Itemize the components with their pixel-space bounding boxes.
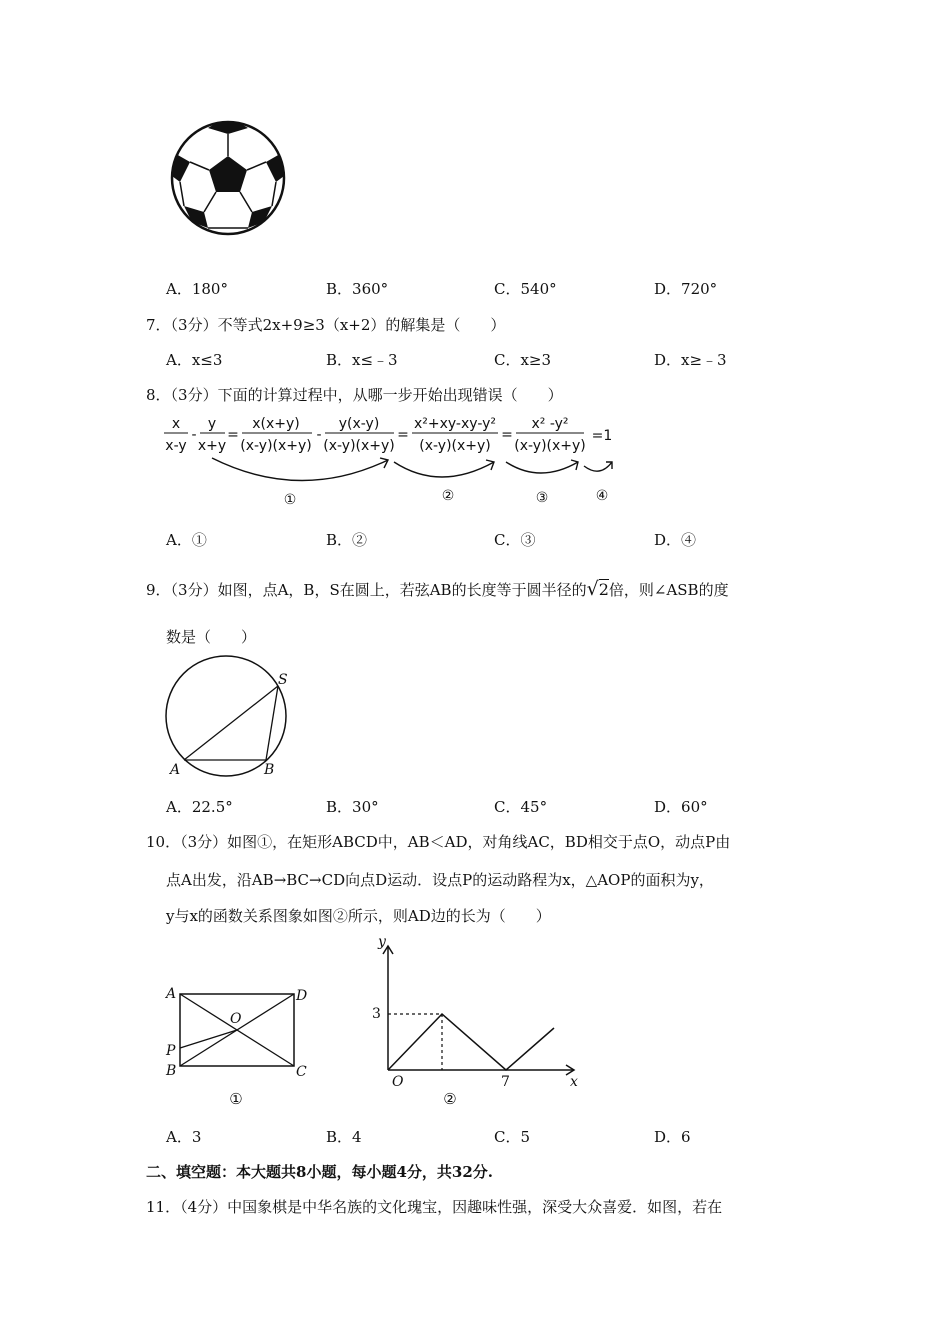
option-a: A．x≤3 bbox=[166, 351, 223, 369]
fraction-numerator: x² -y² bbox=[531, 416, 569, 432]
point-label-b: B bbox=[166, 1063, 177, 1079]
equals-sign: = bbox=[501, 427, 513, 443]
option-d: D．60° bbox=[654, 798, 708, 816]
point-label-b: B bbox=[264, 762, 275, 778]
function-graph-figure bbox=[360, 928, 590, 1110]
point-label-a: A bbox=[166, 986, 177, 1002]
option-a: A．180° bbox=[166, 280, 228, 298]
rectangle-figure bbox=[160, 980, 320, 1110]
stem-text: 9．（3分）如图，点A，B，S在圆上，若弦AB的长度等于圆半径的 bbox=[146, 581, 587, 599]
fraction-numerator: y(x-y) bbox=[338, 416, 380, 432]
stem-text: 倍，则∠ASB的度 bbox=[608, 581, 729, 599]
soccer-ball-figure bbox=[168, 118, 288, 238]
figure-caption-1: ① bbox=[229, 1090, 243, 1108]
option-d: D．x≥﹣3 bbox=[654, 351, 727, 369]
question-11-line1: 11．（4分）中国象棋是中华名族的文化瑰宝，因趣味性强，深受大众喜爱．如图，若在 bbox=[146, 1198, 723, 1216]
fraction-denominator: x-y bbox=[165, 438, 187, 454]
step-marker-2: ② bbox=[441, 488, 455, 504]
point-label-a: A bbox=[170, 762, 181, 778]
option-b: B．360° bbox=[326, 280, 389, 298]
option-c: C．540° bbox=[494, 280, 557, 298]
point-label-p: P bbox=[166, 1043, 176, 1059]
step-arrow bbox=[212, 458, 388, 481]
point-label-c: C bbox=[296, 1064, 307, 1080]
equals-sign: = bbox=[397, 427, 409, 443]
axis-label-y: y bbox=[378, 934, 386, 950]
fraction-numerator: y bbox=[207, 416, 217, 432]
figure-caption-2: ② bbox=[443, 1090, 457, 1108]
tick-label-7: 7 bbox=[501, 1074, 510, 1090]
option-d: D．720° bbox=[654, 280, 718, 298]
question-8-stem: 8．（3分）下面的计算过程中，从哪一步开始出现错误（ ） bbox=[146, 386, 563, 404]
option-a: A．22.5° bbox=[166, 798, 233, 816]
fraction-denominator: (x-y)(x+y) bbox=[240, 438, 312, 454]
option-b: B．4 bbox=[326, 1128, 362, 1146]
fraction-denominator: (x-y)(x+y) bbox=[419, 438, 491, 454]
fraction-denominator: x+y bbox=[197, 438, 227, 454]
axis-label-x: x bbox=[570, 1074, 578, 1090]
fraction-numerator: x bbox=[171, 416, 181, 432]
question-10-line3: y与x的函数关系图象如图②所示，则AD边的长为（ ） bbox=[166, 907, 551, 925]
fraction-denominator: (x-y)(x+y) bbox=[514, 438, 586, 454]
result-text: =1 bbox=[591, 428, 613, 444]
question-7-stem: 7．（3分）不等式2x+9≥3（x+2）的解集是（ ） bbox=[146, 316, 506, 334]
question-10-line1: 10．（3分）如图①，在矩形ABCD中，AB＜AD，对角线AC，BD相交于点O，动点P由 bbox=[146, 833, 731, 851]
equals-sign: = bbox=[227, 427, 239, 443]
sqrt-radicand: 2 bbox=[598, 580, 609, 599]
point-label-d: D bbox=[296, 988, 308, 1004]
tick-label-3: 3 bbox=[372, 1006, 381, 1022]
option-a: A．3 bbox=[166, 1128, 202, 1146]
option-c: C．5 bbox=[494, 1128, 531, 1146]
point-label-s: S bbox=[278, 672, 288, 688]
calculation-process-figure bbox=[160, 410, 630, 510]
option-c: C．x≥3 bbox=[494, 351, 552, 369]
section-title: 二、填空题：本大题共8小题，每小题4分，共32分. bbox=[146, 1163, 493, 1181]
option-c: C．③ bbox=[494, 531, 536, 549]
fraction-numerator: x(x+y) bbox=[252, 416, 300, 432]
option-b: B．30° bbox=[326, 798, 379, 816]
question-10-line2: 点A出发，沿AB→BC→CD向点D运动．设点P的运动路程为x，△AOP的面积为y， bbox=[166, 871, 714, 889]
sqrt-symbol: √ bbox=[586, 578, 599, 600]
option-a: A．① bbox=[166, 531, 207, 549]
point-label-o: O bbox=[230, 1011, 242, 1027]
option-c: C．45° bbox=[494, 798, 548, 816]
fraction-denominator: (x-y)(x+y) bbox=[323, 438, 395, 454]
option-b: B．② bbox=[326, 531, 368, 549]
circle-figure bbox=[160, 654, 300, 784]
question-9-stem bbox=[146, 578, 729, 600]
option-b: B．x≤﹣3 bbox=[326, 351, 398, 369]
minus-sign: - bbox=[316, 427, 322, 443]
fraction-numerator: x²+xy-xy-y² bbox=[413, 416, 497, 432]
origin-label: O bbox=[392, 1074, 404, 1090]
step-marker-4: ④ bbox=[595, 488, 609, 504]
question-9-stem-line2: 数是（ ） bbox=[166, 628, 257, 646]
step-marker-3: ③ bbox=[535, 490, 549, 506]
option-d: D．6 bbox=[654, 1128, 691, 1146]
option-d: D．④ bbox=[654, 531, 697, 549]
step-marker-1: ① bbox=[283, 492, 297, 508]
minus-sign: - bbox=[191, 427, 197, 443]
